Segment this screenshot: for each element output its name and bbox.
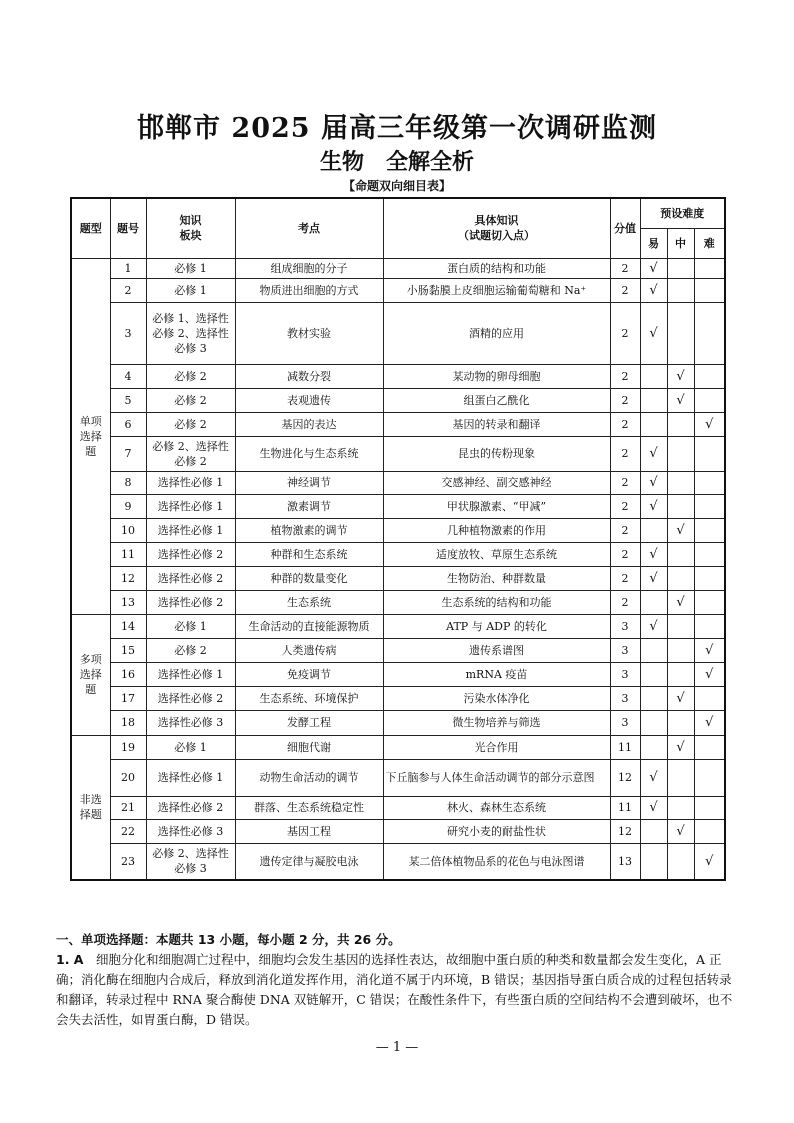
difficulty-medium-cell (667, 542, 694, 566)
table-row (71, 843, 725, 880)
difficulty-easy-cell (640, 819, 667, 843)
difficulty-medium-cell (667, 735, 694, 759)
difficulty-medium-cell (667, 364, 694, 388)
exam-point-cell: 神经调节 (235, 471, 383, 494)
difficulty-hard-cell (694, 819, 725, 843)
difficulty-easy-cell (640, 796, 667, 819)
knowledge-block-cell: 选择性必修 2 (146, 796, 235, 819)
knowledge-block-cell: 必修 1 (146, 258, 235, 278)
difficulty-hard-cell (694, 436, 725, 471)
header-difficulty: 预设难度 (640, 198, 725, 228)
check-mark-icon: √ (676, 690, 685, 706)
header-point: 考点 (235, 198, 383, 258)
specific-knowledge-cell: 昆虫的传粉现象 (383, 436, 610, 471)
question-number-cell: 4 (110, 364, 146, 388)
difficulty-easy-cell (640, 710, 667, 735)
question-number-cell: 1 (110, 258, 146, 278)
header-knowledge (383, 198, 610, 258)
exam-point-cell: 组成细胞的分子 (235, 258, 383, 278)
score-cell: 2 (610, 302, 640, 364)
check-mark-icon: √ (705, 642, 714, 658)
difficulty-hard-cell (694, 710, 725, 735)
header-number: 题号 (110, 198, 146, 258)
table-body (71, 258, 725, 880)
table-row (71, 494, 725, 518)
exam-point-cell: 生命活动的直接能源物质 (235, 614, 383, 638)
difficulty-hard-cell (694, 388, 725, 412)
knowledge-block-cell: 必修 2 (146, 412, 235, 436)
score-cell: 2 (610, 436, 640, 471)
table-row (71, 759, 725, 796)
specific-knowledge-cell: 交感神经、副交感神经 (383, 471, 610, 494)
difficulty-hard-cell (694, 471, 725, 494)
difficulty-easy-cell (640, 542, 667, 566)
knowledge-block-cell: 必修 2、选择性 必修 3 (146, 843, 235, 880)
check-mark-icon: √ (649, 282, 658, 298)
specific-knowledge-cell: 污染水体净化 (383, 686, 610, 710)
header-block (146, 198, 235, 258)
question-number-cell: 15 (110, 638, 146, 662)
difficulty-medium-cell (667, 710, 694, 735)
difficulty-medium-cell (667, 796, 694, 819)
exam-point-cell: 发酵工程 (235, 710, 383, 735)
score-cell: 2 (610, 364, 640, 388)
section-heading (56, 930, 736, 950)
table-row (71, 364, 725, 388)
score-cell: 2 (610, 412, 640, 436)
table-row (71, 686, 725, 710)
difficulty-medium-cell (667, 412, 694, 436)
specific-knowledge-cell: 酒精的应用 (383, 302, 610, 364)
difficulty-easy-cell (640, 590, 667, 614)
question-number-cell: 2 (110, 278, 146, 302)
table-row (71, 471, 725, 494)
table-row (71, 735, 725, 759)
score-cell: 3 (610, 614, 640, 638)
difficulty-easy-cell (640, 412, 667, 436)
header-score: 分值 (610, 198, 640, 258)
question-number-cell: 11 (110, 542, 146, 566)
knowledge-block-cell: 选择性必修 1 (146, 759, 235, 796)
knowledge-block-cell: 选择性必修 1 (146, 518, 235, 542)
difficulty-easy-cell (640, 258, 667, 278)
knowledge-block-cell: 选择性必修 2 (146, 686, 235, 710)
check-mark-icon: √ (705, 715, 714, 730)
exam-point-cell: 人类遗传病 (235, 638, 383, 662)
question-number-cell: 6 (110, 412, 146, 436)
difficulty-medium-cell (667, 819, 694, 843)
difficulty-medium-cell (667, 590, 694, 614)
question-type-cell: 非选 择题 (71, 735, 110, 880)
check-mark-icon: √ (676, 739, 685, 755)
difficulty-medium-cell (667, 566, 694, 590)
check-mark-icon: √ (705, 853, 714, 869)
exam-point-cell: 表观遗传 (235, 388, 383, 412)
difficulty-medium-cell (667, 278, 694, 302)
exam-point-cell: 动物生命活动的调节 (235, 759, 383, 796)
difficulty-hard-cell (694, 302, 725, 364)
difficulty-easy-cell (640, 735, 667, 759)
score-cell: 12 (610, 819, 640, 843)
exam-point-cell: 减数分裂 (235, 364, 383, 388)
table-row (71, 412, 725, 436)
score-cell: 11 (610, 735, 640, 759)
score-cell: 2 (610, 518, 640, 542)
score-cell: 2 (610, 494, 640, 518)
difficulty-easy-cell (640, 302, 667, 364)
difficulty-easy-cell (640, 843, 667, 880)
specific-knowledge-cell: 基因的转录和翻译 (383, 412, 610, 436)
difficulty-easy-cell (640, 759, 667, 796)
answer-paragraph (56, 950, 736, 1030)
question-number-cell: 12 (110, 566, 146, 590)
knowledge-block-cell: 必修 2、选择性 必修 2 (146, 436, 235, 471)
difficulty-easy-cell (640, 638, 667, 662)
table-header (71, 198, 725, 258)
question-number-cell: 14 (110, 614, 146, 638)
exam-point-cell: 种群的数量变化 (235, 566, 383, 590)
score-cell: 11 (610, 796, 640, 819)
difficulty-medium-cell (667, 388, 694, 412)
question-number-cell: 16 (110, 662, 146, 686)
difficulty-easy-cell (640, 436, 667, 471)
check-mark-icon: √ (649, 325, 658, 341)
knowledge-block-cell: 选择性必修 2 (146, 542, 235, 566)
difficulty-hard-cell (694, 638, 725, 662)
difficulty-hard-cell (694, 518, 725, 542)
difficulty-hard-cell (694, 662, 725, 686)
header-knowledge-text: 具体知识 （试题切入点） (458, 214, 535, 243)
question-number-cell: 20 (110, 759, 146, 796)
difficulty-easy-cell (640, 662, 667, 686)
knowledge-block-cell: 选择性必修 1 (146, 471, 235, 494)
difficulty-hard-cell (694, 494, 725, 518)
exam-point-cell: 生态系统、环境保护 (235, 686, 383, 710)
check-mark-icon: √ (705, 666, 714, 682)
score-cell: 12 (610, 759, 640, 796)
document-subtitle: 生物 全解全析 (319, 149, 474, 175)
exam-point-cell: 基因工程 (235, 819, 383, 843)
table-row (71, 710, 725, 735)
difficulty-medium-cell (667, 471, 694, 494)
check-mark-icon: √ (649, 570, 658, 586)
knowledge-block-cell: 必修 1 (146, 614, 235, 638)
difficulty-hard-cell (694, 278, 725, 302)
table-row (71, 388, 725, 412)
table-row (71, 542, 725, 566)
specific-knowledge-cell: 遗传系谱图 (383, 638, 610, 662)
difficulty-medium-cell (667, 258, 694, 278)
question-number-cell: 7 (110, 436, 146, 471)
score-cell: 2 (610, 278, 640, 302)
difficulty-easy-cell (640, 278, 667, 302)
answer-text: 细胞分化和细胞凋亡过程中，细胞均会发生基因的选择性表达，故细胞中蛋白质的种类和数量都会发生变化，A 正确；消化酶在细胞内合成后，释放到消化道发挥作用，消化道不属于内环境，B 错误；基因指导蛋白质合成的过程包括转录和翻译，转录过程中 RNA 聚合酶使 DNA 双链解开，C 错误；在酸性条件下，有些蛋白质的空间结构不会遭到破坏，也不会失去活性，如胃蛋白酶，D 错误。 (56, 952, 733, 1027)
exam-point-cell: 遗传定律与凝胶电泳 (235, 843, 383, 880)
section-heading-text: 一、单项选择题：本题共 13 小题，每小题 2 分，共 26 分。 (56, 932, 401, 947)
difficulty-medium-cell (667, 759, 694, 796)
knowledge-block-cell: 必修 2 (146, 638, 235, 662)
knowledge-block-cell: 必修 2 (146, 388, 235, 412)
score-cell: 3 (610, 638, 640, 662)
exam-point-cell: 基因的表达 (235, 412, 383, 436)
difficulty-hard-cell (694, 412, 725, 436)
question-number-cell: 10 (110, 518, 146, 542)
score-cell: 3 (610, 662, 640, 686)
table-row (71, 638, 725, 662)
score-cell: 13 (610, 843, 640, 880)
difficulty-medium-cell (667, 638, 694, 662)
difficulty-easy-cell (640, 614, 667, 638)
table-row (71, 819, 725, 843)
page-number: — 1 — (375, 1040, 419, 1055)
difficulty-easy-cell (640, 494, 667, 518)
specification-table (70, 197, 726, 881)
difficulty-hard-cell (694, 686, 725, 710)
question-number-cell: 18 (110, 710, 146, 735)
exam-point-cell: 生态系统 (235, 590, 383, 614)
score-cell: 2 (610, 388, 640, 412)
document-title: 邯郸市 2025 届高三年级第一次调研监测 (137, 113, 657, 144)
knowledge-block-cell: 必修 2 (146, 364, 235, 388)
score-cell: 2 (610, 542, 640, 566)
difficulty-medium-cell (667, 436, 694, 471)
question-number-cell: 23 (110, 843, 146, 880)
check-mark-icon: √ (676, 823, 685, 839)
specific-knowledge-cell: 某动物的卵母细胞 (383, 364, 610, 388)
difficulty-medium-cell (667, 518, 694, 542)
question-type-cell: 单项 选择 题 (71, 258, 110, 614)
knowledge-block-cell: 选择性必修 3 (146, 710, 235, 735)
header-type: 题型 (71, 198, 110, 258)
table-row (71, 662, 725, 686)
difficulty-medium-cell (667, 843, 694, 880)
knowledge-block-cell: 选择性必修 1 (146, 662, 235, 686)
specific-knowledge-cell: 光合作用 (383, 735, 610, 759)
exam-point-cell: 细胞代谢 (235, 735, 383, 759)
difficulty-easy-cell (640, 471, 667, 494)
header-easy: 易 (640, 228, 667, 258)
check-mark-icon: √ (649, 498, 658, 514)
check-mark-icon: √ (649, 446, 658, 461)
specific-knowledge-cell: 几种植物激素的作用 (383, 518, 610, 542)
check-mark-icon: √ (676, 594, 685, 610)
difficulty-medium-cell (667, 614, 694, 638)
table-caption: 【命题双向细目表】 (342, 179, 451, 193)
exam-point-cell: 植物激素的调节 (235, 518, 383, 542)
check-mark-icon: √ (649, 260, 658, 276)
table-row (71, 566, 725, 590)
specific-knowledge-cell: 生态系统的结构和功能 (383, 590, 610, 614)
specific-knowledge-cell: ATP 与 ADP 的转化 (383, 614, 610, 638)
table-row (71, 302, 725, 364)
specific-knowledge-cell: 林火、森林生态系统 (383, 796, 610, 819)
specific-knowledge-cell: 微生物培养与筛选 (383, 710, 610, 735)
difficulty-hard-cell (694, 364, 725, 388)
question-number-cell: 3 (110, 302, 146, 364)
difficulty-easy-cell (640, 566, 667, 590)
question-number-cell: 13 (110, 590, 146, 614)
specific-knowledge-cell: 生物防治、种群数量 (383, 566, 610, 590)
specific-knowledge-cell: 小肠黏膜上皮细胞运输葡萄糖和 Na⁺ (383, 278, 610, 302)
difficulty-hard-cell (694, 566, 725, 590)
difficulty-hard-cell (694, 759, 725, 796)
exam-point-cell: 物质进出细胞的方式 (235, 278, 383, 302)
specific-knowledge-cell: 某二倍体植物品系的花色与电泳图谱 (383, 843, 610, 880)
question-type-cell: 多项 选择 题 (71, 614, 110, 735)
check-mark-icon: √ (649, 800, 658, 815)
header-hard: 难 (694, 228, 725, 258)
answer-label: 1. A (56, 952, 84, 967)
difficulty-easy-cell (640, 364, 667, 388)
difficulty-easy-cell (640, 686, 667, 710)
exam-point-cell: 激素调节 (235, 494, 383, 518)
knowledge-block-cell: 选择性必修 3 (146, 819, 235, 843)
exam-point-cell: 生物进化与生态系统 (235, 436, 383, 471)
difficulty-hard-cell (694, 258, 725, 278)
table-row (71, 518, 725, 542)
difficulty-hard-cell (694, 614, 725, 638)
specific-knowledge-cell: 组蛋白乙酰化 (383, 388, 610, 412)
specific-knowledge-cell: 适度放牧、草原生态系统 (383, 542, 610, 566)
check-mark-icon: √ (649, 546, 658, 562)
question-number-cell: 5 (110, 388, 146, 412)
difficulty-medium-cell (667, 494, 694, 518)
exam-point-cell: 教材实验 (235, 302, 383, 364)
check-mark-icon: √ (649, 475, 658, 490)
check-mark-icon: √ (705, 416, 714, 432)
difficulty-hard-cell (694, 843, 725, 880)
check-mark-icon: √ (649, 618, 658, 634)
knowledge-block-cell: 选择性必修 2 (146, 566, 235, 590)
difficulty-easy-cell (640, 388, 667, 412)
knowledge-block-cell: 必修 1 (146, 278, 235, 302)
table-row (71, 436, 725, 471)
score-cell: 2 (610, 258, 640, 278)
table-row (71, 796, 725, 819)
check-mark-icon: √ (649, 770, 658, 785)
knowledge-block-cell: 选择性必修 2 (146, 590, 235, 614)
score-cell: 3 (610, 710, 640, 735)
question-number-cell: 9 (110, 494, 146, 518)
difficulty-medium-cell (667, 686, 694, 710)
exam-point-cell: 种群和生态系统 (235, 542, 383, 566)
difficulty-medium-cell (667, 662, 694, 686)
question-number-cell: 21 (110, 796, 146, 819)
table-row (71, 258, 725, 278)
difficulty-hard-cell (694, 735, 725, 759)
check-mark-icon: √ (676, 522, 685, 538)
check-mark-icon: √ (676, 392, 685, 408)
specific-knowledge-cell: 甲状腺激素、“甲减” (383, 494, 610, 518)
difficulty-medium-cell (667, 302, 694, 364)
specific-knowledge-cell: 下丘脑参与人体生命活动调节的部分示意图 (383, 759, 610, 796)
header-block-text: 知识 板块 (179, 214, 202, 243)
question-number-cell: 22 (110, 819, 146, 843)
score-cell: 3 (610, 686, 640, 710)
table-row (71, 278, 725, 302)
exam-point-cell: 群落、生态系统稳定性 (235, 796, 383, 819)
score-cell: 2 (610, 566, 640, 590)
specific-knowledge-cell: mRNA 疫苗 (383, 662, 610, 686)
difficulty-hard-cell (694, 542, 725, 566)
difficulty-easy-cell (640, 518, 667, 542)
specific-knowledge-cell: 研究小麦的耐盐性状 (383, 819, 610, 843)
question-number-cell: 8 (110, 471, 146, 494)
knowledge-block-cell: 必修 1、选择性 必修 2、选择性 必修 3 (146, 302, 235, 364)
specific-knowledge-cell: 蛋白质的结构和功能 (383, 258, 610, 278)
question-number-cell: 17 (110, 686, 146, 710)
header-medium: 中 (667, 228, 694, 258)
question-number-cell: 19 (110, 735, 146, 759)
score-cell: 2 (610, 471, 640, 494)
check-mark-icon: √ (676, 368, 685, 384)
table-row (71, 614, 725, 638)
knowledge-block-cell: 必修 1 (146, 735, 235, 759)
difficulty-hard-cell (694, 590, 725, 614)
exam-point-cell: 免疫调节 (235, 662, 383, 686)
table-row (71, 590, 725, 614)
knowledge-block-cell: 选择性必修 1 (146, 494, 235, 518)
score-cell: 2 (610, 590, 640, 614)
difficulty-hard-cell (694, 796, 725, 819)
